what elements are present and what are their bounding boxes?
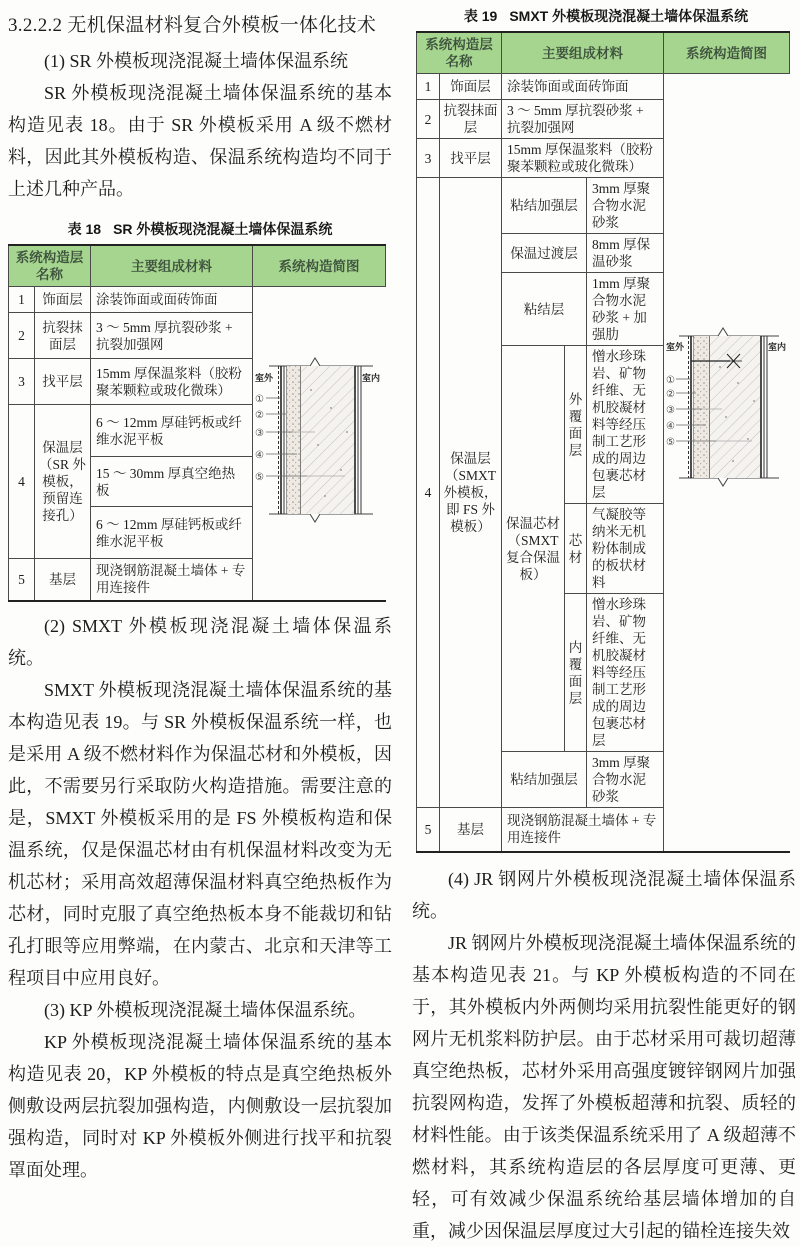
wall-section-diagram bbox=[255, 350, 383, 532]
diagram-cell bbox=[664, 74, 790, 852]
layer-material: 现浇钢筋混凝土墙体 + 专用连接件 bbox=[91, 559, 253, 601]
paragraph-sr-item: (1) SR 外模板现浇混凝土墙体保温系统 bbox=[44, 51, 349, 71]
table18-title-text: SR 外模板现浇混凝土墙体保温系统 bbox=[113, 221, 333, 237]
bottom-break-line bbox=[679, 478, 779, 486]
sublayer-name: 保温过渡层 bbox=[502, 234, 587, 273]
sublayer-name: 粘结加强层 bbox=[502, 178, 587, 234]
row-no: 4 bbox=[9, 405, 35, 559]
concrete-region bbox=[301, 366, 355, 514]
table18-header-material: 主要组成材料 bbox=[91, 245, 253, 287]
outdoor-label: 室外 bbox=[665, 342, 684, 353]
section-heading: 3.2.2.2 无机保温材料复合外模板一体化技术 bbox=[8, 15, 377, 36]
table18-header-layer: 系统构造层名称 bbox=[9, 245, 91, 287]
sublayer-material: 3mm 厚聚合物水泥砂浆 bbox=[587, 178, 664, 234]
row-no: 4 bbox=[417, 178, 440, 808]
insulation-band bbox=[694, 336, 710, 478]
layer-name: 保温层（SMXT 外模板，即 FS 外模板） bbox=[440, 178, 502, 808]
layer-material: 15 ～ 30mm 厚真空绝热板 bbox=[91, 457, 253, 507]
sublayer-material: 1mm 厚聚合物水泥砂浆 + 加强肋 bbox=[587, 273, 664, 346]
paragraph-smxt-item: (2) SMXT 外模板现浇混凝土墙体保温系统。 bbox=[8, 615, 392, 668]
wall-section-diagram bbox=[666, 321, 788, 495]
insulation-band bbox=[287, 366, 301, 514]
paragraph-kp-item: (3) KP 外模板现浇混凝土墙体保温系统。 bbox=[44, 999, 367, 1020]
indoor-label: 室内 bbox=[362, 373, 381, 384]
layer-material: 涂装饰面或面砖饰面 bbox=[502, 74, 664, 100]
layer-name: 抗裂抹面层 bbox=[35, 313, 91, 359]
callout-4: ④ bbox=[255, 450, 265, 462]
table19-header-material: 主要组成材料 bbox=[502, 32, 664, 74]
top-break-line bbox=[269, 358, 373, 366]
sublayer-material: 8mm 厚保温砂浆 bbox=[587, 234, 664, 273]
layer-name: 基层 bbox=[35, 559, 91, 601]
core-layer-material: 气凝胶等纳米无机粉体制成的板状材料 bbox=[587, 504, 664, 594]
row-no: 5 bbox=[9, 559, 35, 601]
callout-3: ③ bbox=[665, 405, 675, 417]
table19-title bbox=[416, 6, 796, 26]
callout-1: ① bbox=[255, 394, 265, 406]
row-no: 3 bbox=[9, 359, 35, 405]
paragraph-kp-body: KP 外模板现浇混凝土墙体保温系统的基本构造见表 20，KP 外模板的特点是真空绝热板外侧敷设两层抗裂加强构造，内侧敷设一层抗裂加强构造，同时对 KP 外模板外侧进行找平和抗裂罩面处理。 bbox=[8, 1031, 392, 1180]
right-column bbox=[412, 4, 796, 1247]
layer-name: 饰面层 bbox=[440, 74, 502, 100]
core-layer-material: 憎水珍珠岩、矿物纤维、无机胶凝材料等经压制工艺形成的周边包裹芯材层 bbox=[587, 346, 664, 504]
table-row bbox=[9, 287, 386, 313]
layer-name: 找平层 bbox=[35, 359, 91, 405]
concrete-region bbox=[710, 336, 761, 478]
paragraph-jr-body: JR 钢网片外模板现浇混凝土墙体保温系统的基本构造见表 21。与 KP 外模板构造的不同在于，其外模板内外两侧均采用抗裂性能更好的钢网片无机浆料防护层。由于芯材采用可裁切超薄真空绝热板，芯材外采用高强度镀锌钢网片加强抗裂网构造，发挥了外模板超薄和抗裂、质轻的材料性能。由于该类保温系统采用了 A 级超薄不燃材料，其系统构造层的各层厚度可更薄、更轻，可有效减少保温系统给基层墙体增加的自重，减少因保温层厚度过大引起的锚栓连接失效 bbox=[412, 932, 796, 1241]
layer-material: 3 ～ 5mm 厚抗裂砂浆 + 抗裂加强网 bbox=[502, 100, 664, 139]
table18-title bbox=[8, 219, 392, 239]
callout-2: ② bbox=[255, 410, 265, 422]
callout-5: ⑤ bbox=[255, 472, 265, 484]
table-18 bbox=[8, 244, 386, 602]
layer-name: 抗裂抹面层 bbox=[440, 100, 502, 139]
layer-name: 保温层（SR 外模板，预留连接孔） bbox=[35, 405, 91, 559]
row-no: 1 bbox=[417, 74, 440, 100]
layer-material: 涂装饰面或面砖饰面 bbox=[91, 287, 253, 313]
layer-material: 15mm 厚保温浆料（胶粉聚苯颗粒或玻化微珠） bbox=[91, 359, 253, 405]
indoor-label: 室内 bbox=[767, 342, 786, 353]
diagram-cell bbox=[253, 287, 386, 601]
callout-2: ② bbox=[665, 389, 675, 401]
table18-title-label: 表 18 bbox=[67, 221, 102, 237]
table19-header-layer: 系统构造层名称 bbox=[417, 32, 502, 74]
callout-4: ④ bbox=[665, 421, 675, 433]
paragraph-smxt-body: SMXT 外模板现浇混凝土墙体保温系统的基本构造见表 19。与 SR 外模板保温系统一样，也是采用 A 级不燃材料作为保温芯材和外模板，因此，不需要另行采取防火构造措施。需要注意的是，SMXT 外模板采用的是 FS 外模板构造和保温系统，仅是保温芯材由有机保温材料改变为无机芯材；采用高效超薄保温材料真空绝热板作为芯材，同时克服了真空绝热板本身不能裁切和钻孔打眼等应用弊端，在内蒙古、北京和天津等工程项目中应用良好。 bbox=[8, 679, 392, 988]
row-no: 2 bbox=[417, 100, 440, 139]
callout-5: ⑤ bbox=[665, 437, 675, 449]
core-layer-name: 内覆面层 bbox=[565, 594, 587, 752]
row-no: 1 bbox=[9, 287, 35, 313]
sublayer-material: 3mm 厚聚合物水泥砂浆 bbox=[587, 752, 664, 808]
row-no: 2 bbox=[9, 313, 35, 359]
layer-material: 3 ～ 5mm 厚抗裂砂浆 + 抗裂加强网 bbox=[91, 313, 253, 359]
callout-1: ① bbox=[665, 375, 675, 387]
table19-title-label: 表 19 bbox=[463, 8, 498, 24]
layer-name: 饰面层 bbox=[35, 287, 91, 313]
table18-header-diagram: 系统构造简图 bbox=[253, 245, 386, 287]
outdoor-label: 室外 bbox=[255, 373, 274, 384]
layer-name: 基层 bbox=[440, 808, 502, 852]
table19-header-diagram: 系统构造简图 bbox=[664, 32, 790, 74]
layer-name: 找平层 bbox=[440, 139, 502, 178]
row-no: 5 bbox=[417, 808, 440, 852]
paragraph-sr-body: SR 外模板现浇混凝土墙体保温系统的基本构造见表 18。由于 SR 外模板采用 A 级不燃材料，因此其外模板构造、保温系统构造均不同于上述几种产品。 bbox=[8, 83, 392, 199]
core-layer-name: 外覆面层 bbox=[565, 346, 587, 504]
table19-block bbox=[416, 6, 796, 853]
callout-3: ③ bbox=[255, 428, 265, 440]
bottom-break-line bbox=[269, 514, 373, 522]
paragraph-jr-item: (4) JR 钢网片外模板现浇混凝土墙体保温系统。 bbox=[412, 868, 796, 921]
layer-material: 15mm 厚保温浆料（胶粉聚苯颗粒或玻化微珠） bbox=[502, 139, 664, 178]
sublayer-name: 粘结层 bbox=[502, 273, 587, 346]
left-column bbox=[8, 4, 392, 1247]
layer-material: 6 ～ 12mm 厚硅钙板或纤维水泥平板 bbox=[91, 507, 253, 559]
core-layer-material: 憎水珍珠岩、矿物纤维、无机胶凝材料等经压制工艺形成的周边包裹芯材层 bbox=[587, 594, 664, 752]
top-break-line bbox=[679, 328, 779, 336]
sublayer-name: 粘结加强层 bbox=[502, 752, 587, 808]
table19-title-text: SMXT 外模板现浇混凝土墙体保温系统 bbox=[509, 8, 749, 24]
core-layer-name: 芯材 bbox=[565, 504, 587, 594]
layer-material: 现浇钢筋混凝土墙体 + 专用连接件 bbox=[502, 808, 664, 852]
core-board-name: 保温芯材（SMXT 复合保温板） bbox=[502, 346, 565, 752]
table-row bbox=[417, 74, 790, 100]
table18-block bbox=[8, 219, 392, 602]
table-19 bbox=[416, 31, 790, 853]
row-no: 3 bbox=[417, 139, 440, 178]
layer-material: 6 ～ 12mm 厚硅钙板或纤维水泥平板 bbox=[91, 405, 253, 457]
